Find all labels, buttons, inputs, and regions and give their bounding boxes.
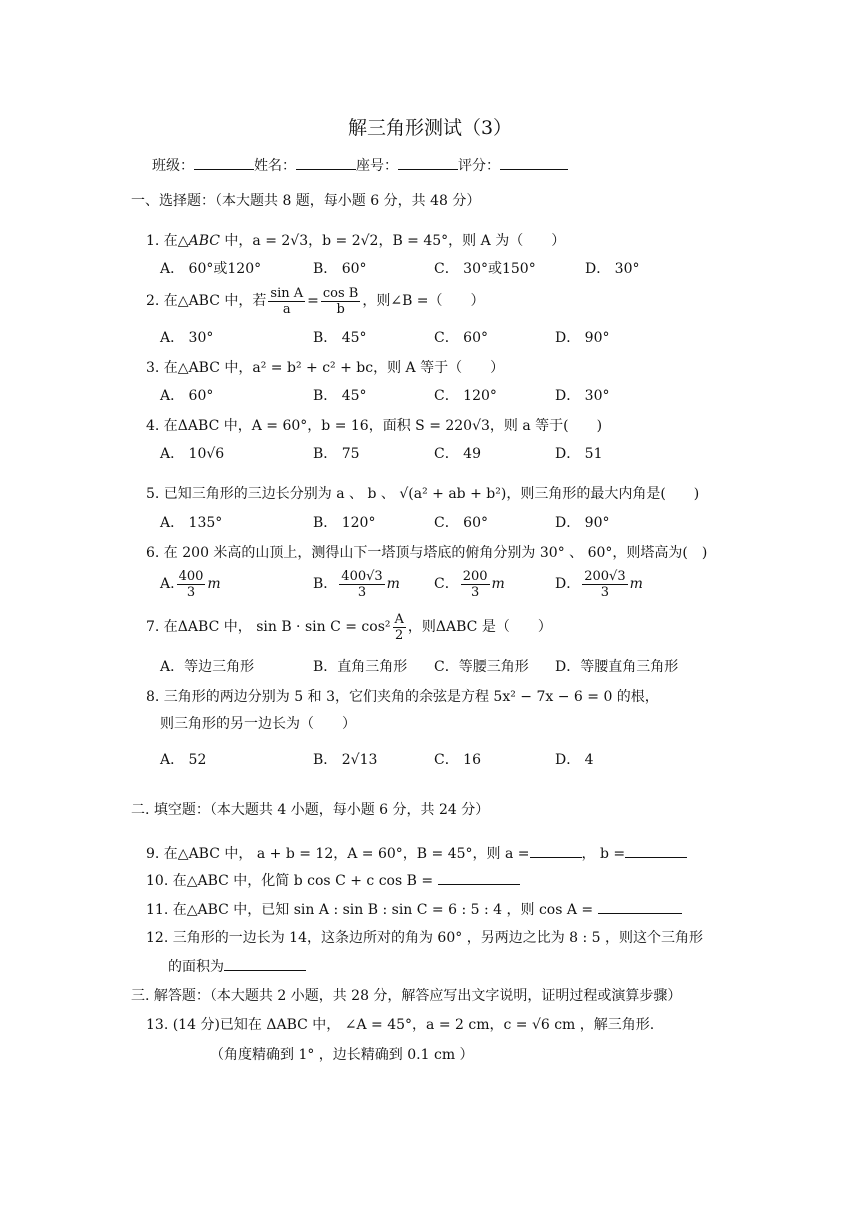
q9-text: 9. 在△ABC 中， a + b = 12，A = 60°，B = 45°，则 a = [146,846,530,862]
question-11 [146,899,682,920]
q1-mid: 中， [219,233,253,249]
question-9 [146,843,687,864]
section-choice-heading: 一、选择题：（本大题共 8 题，每小题 6 分，共 48 分） [131,193,481,209]
q11-blank[interactable] [598,899,682,914]
q6-b-fraction [339,569,384,600]
q2-option-b[interactable]: B． 45° [313,330,367,346]
q6-d-prefix: D． [555,576,581,592]
question-5: 5. 已知三角形的三边长分别为 a 、 b 、 √(a² + ab + b²)，则三角形的最大内角是( ) [146,486,700,502]
q1-abc: ABC [188,233,220,249]
q6-a-den: 3 [186,584,196,600]
q6-b-prefix: B． [313,576,338,592]
q6-d-unit: m [629,576,643,592]
q6-d-num: 200√3 [584,568,626,584]
q7-option-d[interactable]: D．等腰直角三角形 [555,659,679,675]
q2-prefix: 2. 在△ABC 中，若 [146,293,267,309]
q7-fraction [393,612,406,643]
q3-option-a[interactable]: A． 60° [160,388,214,404]
question-12-line-1: 12. 三角形的一边长为 14，这条边所对的角为 60° ，另两边之比为 8 : 5 ，则这个三角形 [146,930,704,946]
q8-option-a[interactable]: A． 52 [160,752,207,768]
class-label: 班级： [152,158,194,174]
q2-fraction-2 [321,286,360,317]
question-13-line-1: 13. (14 分)已知在 ΔABC 中， ∠A = 45°，a = 2 cm，c = √6 cm ，解三角形. [146,1017,655,1033]
question-4: 4. 在ΔABC 中，A = 60°，b = 16，面积 S = 220√3，则 a 等于( ) [146,418,603,434]
q4-option-d[interactable]: D． 51 [555,446,603,462]
q1-option-b[interactable]: B． 60° [313,261,367,277]
q6-c-fraction [461,569,490,600]
q7-den: 2 [395,627,404,643]
q4-option-c[interactable]: C． 49 [434,446,481,462]
q6-c-den: 3 [470,584,480,600]
q2-frac1-den: a [282,301,291,317]
q1-option-c[interactable]: C． 30°或150° [434,261,536,277]
score-label: 评分： [458,158,500,174]
question-8-line-2: 则三角形的另一边长为（ ） [160,716,356,732]
q6-d-fraction [582,569,627,600]
q6-d-den: 3 [600,584,610,600]
q11-text: 11. 在△ABC 中，已知 sin A : sin B : sin C = 6 : 5 : 4 ，则 cos A = [146,902,594,918]
q1-condition: a = 2√3，b = 2√2，B = 45°，则 A 为（ ） [252,233,566,249]
q7-prefix: 7. 在ΔABC 中， sin B · sin C = cos² [146,619,391,635]
q6-b-den: 3 [357,584,367,600]
score-field[interactable] [500,155,568,170]
q8-option-c[interactable]: C． 16 [434,752,481,768]
q10-blank[interactable] [438,870,520,885]
section-answer-heading: 三. 解答题：（本大题共 2 小题，共 28 分，解答应写出文字说明，证明过程或演算步骤） [131,988,682,1004]
q6-option-d[interactable] [555,568,643,600]
name-label: 姓名： [254,158,296,174]
question-6: 6. 在 200 米高的山顶上，测得山下一塔顶与塔底的俯角分别为 30° 、 60°，则塔高为( ) [146,545,708,561]
q7-post: ，则ΔABC 是（ ） [407,619,552,635]
q5-option-d[interactable]: D． 90° [555,515,610,531]
q6-option-a[interactable] [160,568,221,600]
q2-frac2-den: b [336,301,345,317]
student-info-line [152,155,568,176]
q2-post: ，则∠B =（ ） [362,293,485,309]
seat-field[interactable] [398,155,458,170]
question-1 [146,231,565,251]
q6-c-num: 200 [462,568,488,584]
q3-option-c[interactable]: C． 120° [434,388,497,404]
q4-option-a[interactable]: A． 10√6 [160,446,225,462]
q12-blank[interactable] [224,956,306,971]
q2-fraction-1 [268,286,305,317]
q10-text: 10. 在△ABC 中，化简 b cos C + c cos B = [146,873,434,889]
page-title: 解三角形测试（3） [347,117,513,139]
question-2: 2. 在△ABC 中，若 $\frac{\text{sin A}}{a}$ = $\frac{\text{cos B}}{b}$ ，则∠B =（ ） [146,285,485,317]
q6-b-num: 400√3 [341,568,383,584]
q6-option-c[interactable] [434,568,505,600]
question-12-line-2 [168,956,306,977]
question-3: 3. 在△ABC 中，a² = b² + c² + bc，则 A 等于（ ） [146,360,505,376]
question-7 [146,610,552,644]
q1-option-a[interactable]: A． 60°或120° [160,261,262,277]
q6-c-prefix: C． [434,576,459,592]
q6-a-prefix: A. [160,576,175,592]
q7-option-b[interactable]: B．直角三角形 [313,659,408,675]
q4-option-b[interactable]: B． 75 [313,446,360,462]
q5-option-b[interactable]: B． 120° [313,515,376,531]
q5-option-c[interactable]: C． 60° [434,515,488,531]
q8-option-d[interactable]: D． 4 [555,752,594,768]
q5-option-a[interactable]: A． 135° [160,515,223,531]
q12-text: 的面积为 [168,959,224,975]
section-fill-heading: 二. 填空题：（本大题共 4 小题，每小题 6 分，共 24 分） [131,802,490,818]
q2-frac1-num: sin A [270,285,304,301]
q6-a-fraction [177,569,206,600]
q7-option-a[interactable]: A．等边三角形 [160,659,255,675]
q9-blank-b[interactable] [625,843,687,858]
q7-num: A [394,611,404,627]
q6-a-unit: m [207,576,221,592]
q8-option-b[interactable]: B． 2√13 [313,752,378,768]
q1-option-d[interactable]: D． 30° [585,261,640,277]
q3-option-b[interactable]: B． 45° [313,388,367,404]
q6-a-num: 400 [178,568,204,584]
q6-b-unit: m [386,576,400,592]
question-8-line-1: 8. 三角形的两边分别为 5 和 3，它们夹角的余弦是方程 5x² − 7x − 6 = 0 的根， [146,689,659,705]
q3-option-d[interactable]: D． 30° [555,388,610,404]
q9-blank-a[interactable] [530,843,582,858]
question-10 [146,870,520,891]
q6-c-unit: m [491,576,505,592]
seat-label: 座号： [356,158,398,174]
q6-option-b[interactable] [313,568,400,600]
q2-option-a[interactable]: A． 30° [160,330,214,346]
class-field[interactable] [194,155,254,170]
q2-frac2-num: cos B [322,285,359,301]
question-13-line-2: （角度精确到 1° ，边长精确到 0.1 cm ） [210,1047,474,1063]
q2-option-d[interactable]: D． 90° [555,330,610,346]
q2-option-c[interactable]: C． 60° [434,330,488,346]
q1-prefix: 1. 在△ [146,233,189,249]
name-field[interactable] [296,155,356,170]
q9-mid: ， b = [581,846,626,862]
q7-option-c[interactable]: C．等腰三角形 [434,659,529,675]
